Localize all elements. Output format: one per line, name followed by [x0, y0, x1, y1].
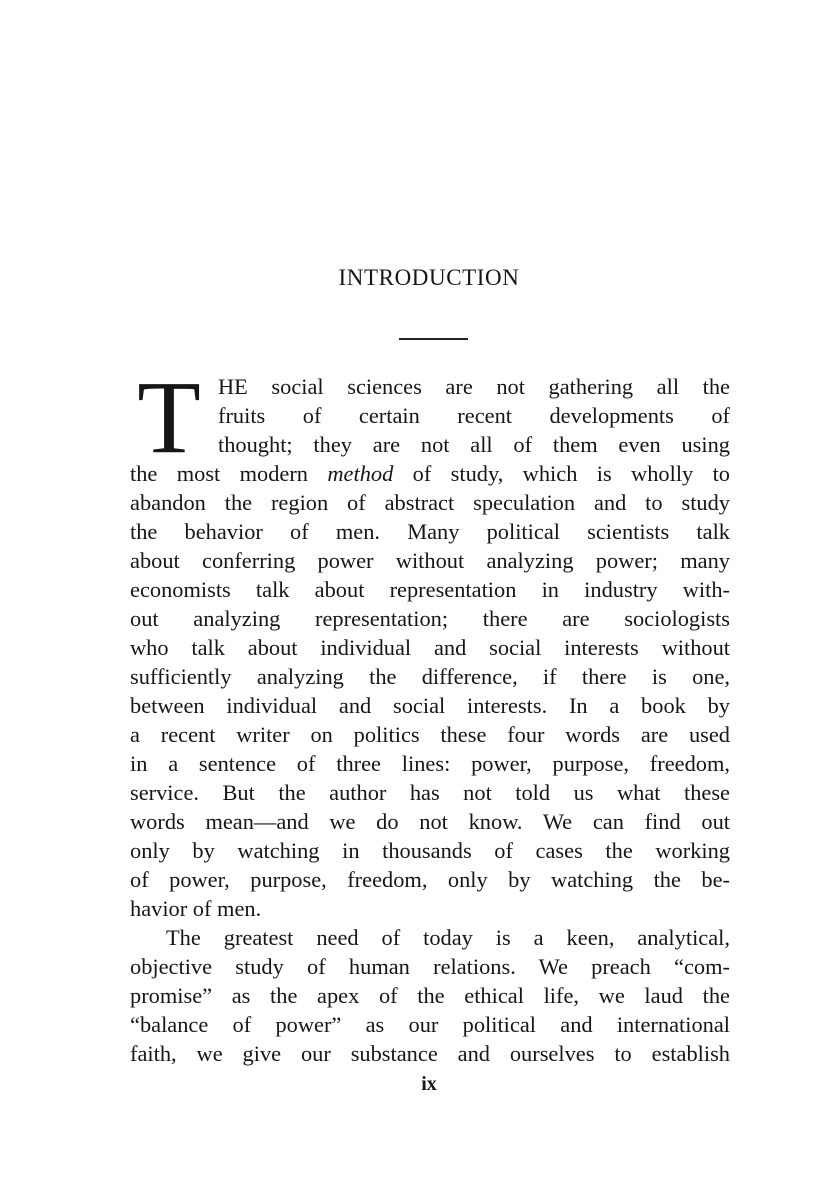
- text-line: HE social sciences are not gathering all the: [218, 374, 730, 399]
- text-line: only by watching in thousands of cases the working: [130, 838, 730, 863]
- text-line: The greatest need of today is a keen, analytical,: [166, 925, 730, 950]
- text-run: the most modern: [130, 461, 328, 486]
- page-title: INTRODUCTION: [338, 265, 520, 290]
- body-text: [130, 360, 731, 1068]
- text-line: of power, purpose, freedom, only by watching the be-: [130, 867, 730, 892]
- text-line: abandon the region of abstract speculation and to study: [130, 490, 730, 515]
- text-line: faith, we give our substance and ourselves to establish: [130, 1041, 730, 1066]
- text-line: economists talk about representation in industry with-: [130, 577, 730, 602]
- text-line: havior of men.: [130, 896, 262, 921]
- text-line: the behavior of men. Many political scientists talk: [130, 519, 730, 544]
- text-line: a recent writer on politics these four words are used: [130, 722, 730, 747]
- text-line: “balance of power” as our political and international: [130, 1012, 730, 1037]
- text-line: in a sentence of three lines: power, purpose, freedom,: [130, 751, 730, 776]
- text-line: who talk about individual and social interests without: [130, 635, 730, 660]
- page-number: ix: [421, 1073, 437, 1095]
- text-line: promise” as the apex of the ethical life, we laud the: [130, 983, 730, 1008]
- text-line: thought; they are not all of them even using: [218, 432, 730, 457]
- text-line-with-emphasis: [130, 459, 730, 488]
- text-line: between individual and social interests. In a book by: [130, 693, 730, 718]
- title-rule: [399, 338, 468, 340]
- text-line: fruits of certain recent developments of: [218, 403, 730, 428]
- text-line: about conferring power without analyzing power; many: [130, 548, 730, 573]
- text-line: sufficiently analyzing the difference, if there is one,: [130, 664, 730, 689]
- text-line: out analyzing representation; there are sociologists: [130, 606, 730, 631]
- text-run: of study, which is wholly to: [393, 461, 731, 486]
- text-line: service. But the author has not told us what these: [130, 780, 730, 805]
- drop-cap: T: [137, 360, 201, 475]
- text-line: words mean—and we do not know. We can find out: [130, 809, 730, 834]
- text-line: objective study of human relations. We preach “com-: [130, 954, 730, 979]
- emphasized-word: method: [327, 461, 394, 486]
